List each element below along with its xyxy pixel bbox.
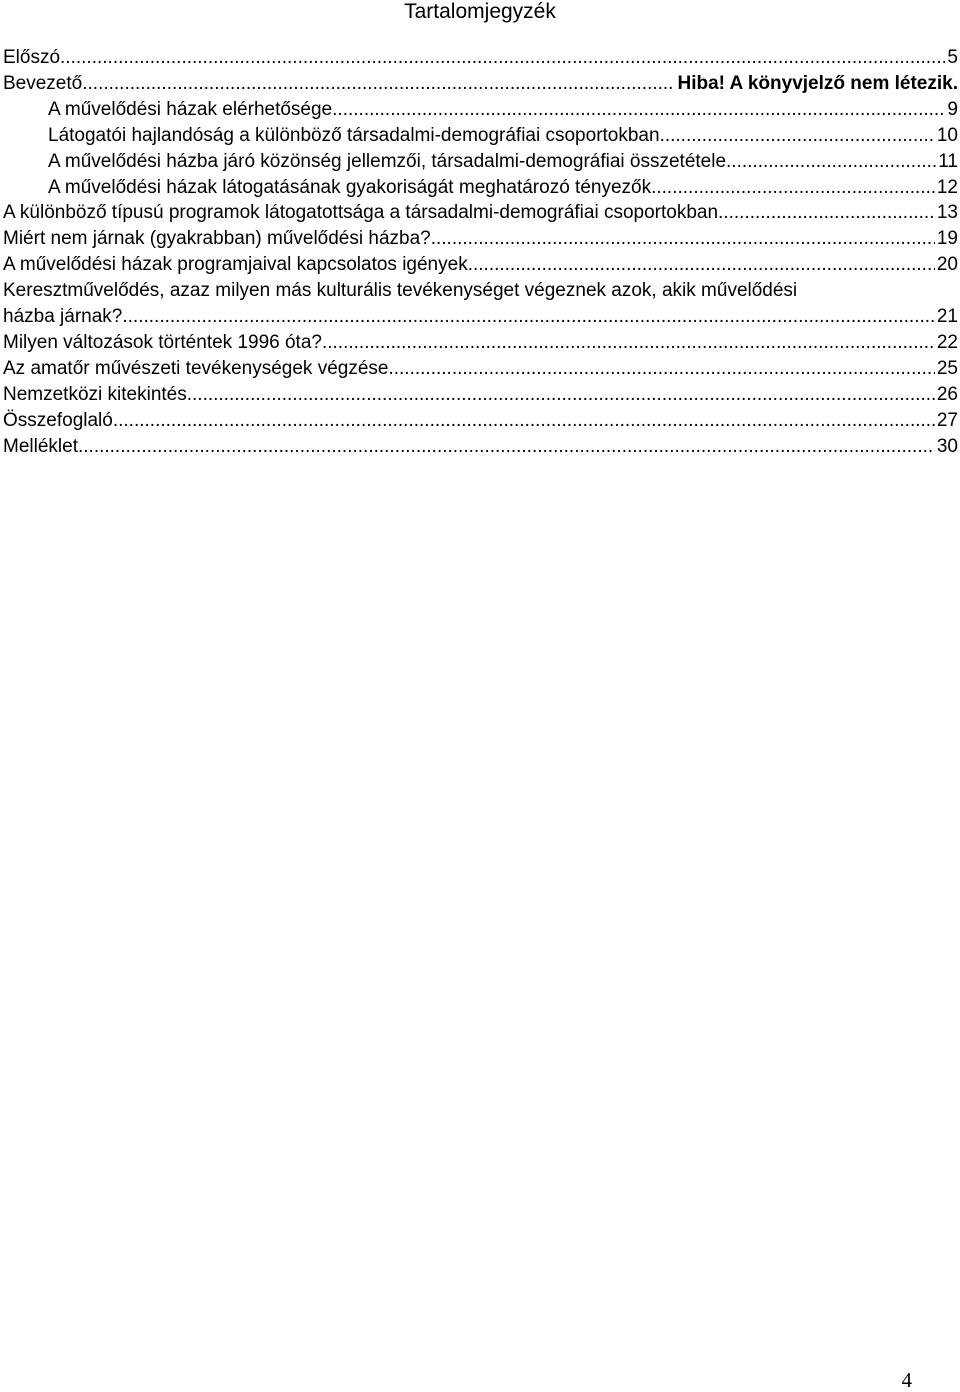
toc-entry-miert-nem[interactable] <box>3 226 960 252</box>
toc-entry-label: Keresztművelődés, azaz milyen más kulturális tevékenységet végeznek azok, akik művelődési <box>3 280 798 302</box>
toc-page-number: 10 <box>936 124 958 146</box>
toc-page-number: 19 <box>936 228 958 250</box>
dot-leader <box>113 408 935 434</box>
toc-entry-label: A művelődési házba járó közönség jellemzői, társadalmi-demográfiai összetétele <box>48 150 727 172</box>
toc-entry-osszefoglalo[interactable] <box>3 408 960 434</box>
toc-page-number: 12 <box>936 176 958 198</box>
dot-leader <box>82 71 675 97</box>
toc-entry-nemzetkozi[interactable] <box>3 382 960 408</box>
toc-entry-eloszo[interactable] <box>3 45 960 71</box>
toc-title: Tartalomjegyzék <box>404 0 556 23</box>
toc-entry-label: Előszó <box>3 47 61 68</box>
toc-page-number: 20 <box>936 254 958 276</box>
toc-entry-label: Az amatőr művészeti tevékenységek végzése <box>3 357 389 379</box>
toc-entry-label: Bevezető <box>3 72 83 94</box>
toc-page-number: 22 <box>936 331 958 353</box>
toc-entry-label: A különböző típusú programok látogatottsága a társadalmi-demográfiai csoportokban <box>3 202 719 224</box>
toc-entry-programok[interactable] <box>3 200 960 226</box>
toc-page-number: 27 <box>936 409 958 431</box>
toc-page-number: 11 <box>938 150 958 172</box>
toc-page-number: 26 <box>936 383 958 405</box>
toc-page-number: 13 <box>936 202 958 224</box>
toc-page-number: 21 <box>936 306 958 328</box>
dot-leader <box>78 434 935 460</box>
toc-entry-gyakorisag[interactable] <box>3 175 960 201</box>
dot-leader <box>187 382 935 408</box>
toc-entry-label: Nemzetközi kitekintés <box>3 383 187 405</box>
dot-leader <box>651 175 935 201</box>
toc-entry-label: A művelődési házak programjaival kapcsolatos igények <box>3 254 468 276</box>
toc-entry-igenyek[interactable] <box>3 252 960 278</box>
table-of-contents <box>3 45 960 460</box>
toc-entry-label: Látogatói hajlandóság a különböző társadalmi-demográfiai csoportokban <box>48 124 660 146</box>
dot-leader <box>388 356 934 382</box>
dot-leader <box>322 330 935 356</box>
dot-leader <box>726 149 936 175</box>
dot-leader <box>332 97 945 123</box>
toc-entry-label-continued: házba járnak? <box>3 306 123 328</box>
toc-entry-label: Miért nem járnak (gyakrabban) művelődési házba? <box>3 228 431 250</box>
toc-entry-label: A művelődési házak elérhetősége <box>48 98 333 120</box>
toc-entry-label: Milyen változások történtek 1996 óta? <box>3 331 322 353</box>
toc-page-number: 30 <box>936 435 958 457</box>
bookmark-error-message: Hiba! A könyvjelző nem létezik. <box>677 72 958 94</box>
dot-leader <box>431 226 935 252</box>
toc-entry-keresztmuvelodes[interactable] <box>3 278 960 330</box>
dot-leader <box>60 45 945 71</box>
toc-entry-elerhetoseg[interactable] <box>3 97 960 123</box>
toc-entry-amator[interactable] <box>3 356 960 382</box>
dot-leader <box>468 252 935 278</box>
toc-entry-latogatoi-hajlandosag[interactable] <box>3 123 960 149</box>
toc-entry-bevezeto[interactable] <box>3 71 960 97</box>
dot-leader <box>660 123 935 149</box>
toc-entry-valtozasok[interactable] <box>3 330 960 356</box>
toc-entry-melleklet[interactable] <box>3 434 960 460</box>
toc-page-number: 25 <box>936 357 958 379</box>
dot-leader <box>122 304 934 330</box>
dot-leader <box>718 200 935 226</box>
page-number: 4 <box>901 1368 912 1392</box>
toc-entry-label: A művelődési házak látogatásának gyakoriságát meghatározó tényezők <box>48 176 652 198</box>
toc-page-number: 9 <box>947 98 958 120</box>
toc-entry-kozonseg-jellemzoi[interactable] <box>3 149 960 175</box>
toc-entry-label: Melléklet <box>3 435 78 457</box>
toc-entry-label: Összefoglaló <box>3 409 113 431</box>
toc-page-number: 5 <box>947 47 958 68</box>
